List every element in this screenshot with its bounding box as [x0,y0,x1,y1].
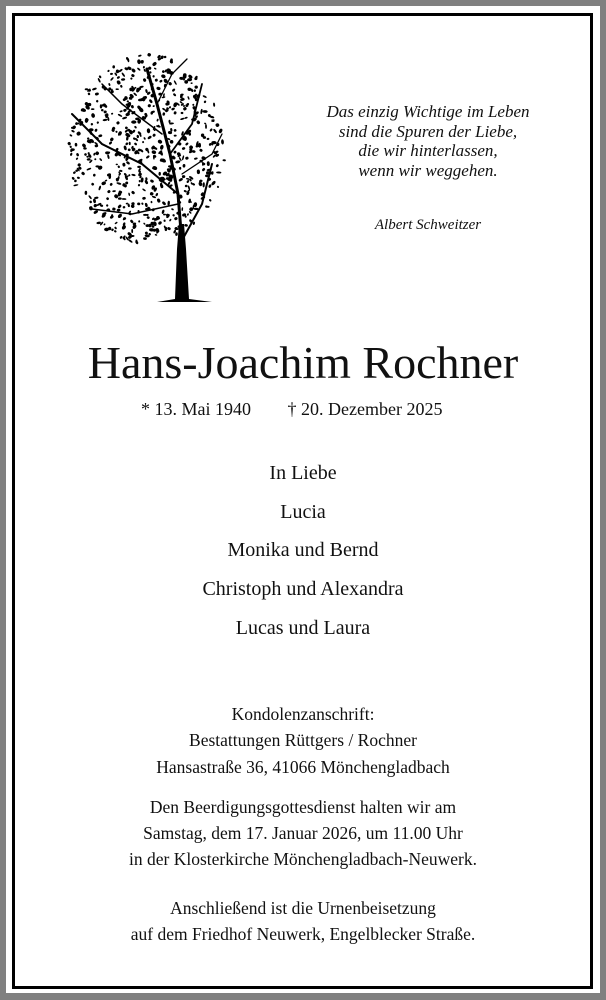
leaf [115,88,119,90]
leaf [75,157,78,160]
leaf [159,79,163,83]
burial-line: auf dem Friedhof Neuwerk, Engelblecker Straße. [130,924,476,944]
leaf [103,223,106,226]
leaf [70,152,73,156]
leaf [207,161,210,166]
quote-author: Albert Schweitzer [374,217,482,233]
leaf [106,197,110,201]
leaf [158,221,163,226]
leaf [156,198,161,203]
leaf [185,142,189,146]
leaf [143,214,148,216]
leaf [182,147,186,151]
leaf [156,86,161,90]
leaf [133,92,137,96]
leaf [176,212,181,215]
leaf [116,121,120,125]
leaf [127,100,130,102]
leaf [141,202,144,205]
leaf [81,171,86,176]
leaf [117,165,120,168]
leaf [122,206,125,209]
condolence-line: Kondolenzanschrift: [231,704,375,724]
leaf [162,70,166,74]
leaf [102,118,107,121]
leaf [185,156,189,160]
leaf [116,182,121,185]
leaf [93,174,96,177]
leaf [101,109,104,112]
leaf [149,228,154,232]
deceased-name: Hans-Joachim Rochner [87,337,519,388]
quote-line: sind die Spuren der Liebe, [338,122,518,141]
quote-line: die wir hinterlassen, [358,141,498,160]
leaf [203,100,206,103]
leaf [152,105,155,107]
leaf [175,160,181,164]
leaf [124,156,126,159]
leaf [96,100,99,103]
leaf [206,138,209,141]
leaf [167,201,170,206]
leaf [164,56,167,59]
leaf [137,184,140,187]
leaf [147,128,151,133]
leaf [137,67,141,71]
leaf [108,141,112,145]
leaf [181,207,183,211]
service-line: Den Beerdigungsgottesdienst halten wir am [149,797,457,817]
leaf [112,207,116,211]
leaf [179,101,183,104]
leaf [119,110,123,113]
leaf [131,105,134,109]
leaf [77,163,81,167]
leaf [180,112,183,115]
leaf [138,54,142,57]
leaf [109,137,114,142]
leaf [111,228,114,231]
leaf [98,134,103,138]
leaf [216,171,221,173]
leaf [170,140,174,144]
leaf [173,93,177,97]
leaf [101,181,107,186]
leaf [89,200,92,203]
leaf [129,142,131,146]
birth-date: * 13. Mai 1940 [141,399,251,419]
leaf [86,167,91,171]
leaf [75,143,78,147]
leaf [150,179,155,183]
leaf [109,182,113,186]
leaf [202,110,207,113]
leaf [117,204,122,209]
leaf [98,185,101,190]
leaf [180,117,185,120]
leaf [131,174,136,177]
leaf [149,192,154,196]
leaf [73,184,78,187]
leaf [126,161,131,165]
leaf [117,113,122,117]
leaf [117,209,121,212]
leaf [131,229,133,233]
leaf [116,69,120,73]
leaf [88,195,92,200]
service-line: in der Klosterkirche Mönchengladbach-Neuwerk. [129,849,477,869]
leaf [125,181,129,185]
leaf [211,180,217,186]
leaf [161,74,167,79]
mourner-line: Christoph und Alexandra [202,578,404,600]
leaf [69,145,72,148]
leaf [209,128,213,132]
leaf [173,150,177,154]
leaf [84,153,87,156]
leaf [128,148,131,151]
leaf [128,192,130,196]
leaf [74,179,77,182]
leaf [77,176,80,179]
leaf [145,89,148,93]
leaf [200,109,203,114]
leaf [155,193,158,197]
mourner-line: Lucas und Laura [235,617,371,639]
leaf [187,213,190,216]
leaf [175,232,178,236]
leaf [188,145,193,150]
service-line: Samstag, dem 17. Januar 2026, um 11.00 Uhr [143,823,463,843]
leaf [147,135,152,140]
leaf [163,219,166,222]
leaf [67,141,71,146]
leaf [182,164,185,168]
leaf [107,190,111,194]
leaf [152,61,158,67]
leaf [146,155,151,159]
leaf [114,221,118,224]
leaf [201,167,205,171]
leaf [121,78,125,81]
leaf [215,164,219,168]
leaf [182,155,185,160]
leaf [183,190,187,193]
leaf [171,208,174,211]
leaf [106,204,109,207]
condolence-line: Bestattungen Rüttgers / Rochner [189,730,417,750]
leaf [194,157,198,160]
leaf [71,176,75,180]
leaf [122,198,127,200]
leaf [111,113,114,115]
leaf [136,135,139,139]
leaf [90,123,93,126]
leaf [161,209,165,214]
leaf [125,126,128,129]
leaf [222,159,226,161]
leaf [135,240,139,245]
mourner-line: Lucia [280,501,326,523]
leaf [151,150,156,155]
leaf [143,137,146,140]
leaf [114,226,117,229]
leaf [171,107,175,111]
leaf [100,104,102,108]
leaf [94,128,98,132]
leaf [179,167,181,170]
leaf [128,167,132,169]
leaf [160,144,165,150]
leaf [142,188,146,192]
leaf [196,120,201,125]
leaf [187,185,190,190]
leaf [221,139,224,144]
leaf [95,92,100,96]
death-date: † 20. Dezember 2025 [287,399,443,419]
leaf [104,179,107,181]
leaf [154,67,157,70]
leaf [142,196,146,200]
leaf [148,99,153,104]
leaf [131,68,136,73]
leaf [163,214,166,216]
leaf [140,177,144,182]
leaf [168,120,170,123]
leaf [76,153,80,157]
leaf [97,78,101,83]
leaf [81,143,86,148]
leaf [89,206,94,211]
leaf [173,111,177,115]
leaf [184,116,188,119]
leaf [146,216,150,220]
leaf [161,201,166,206]
leaf [91,182,95,186]
leaf [131,74,135,78]
leaf [137,166,141,168]
leaf [98,75,101,79]
leaf [142,141,145,144]
leaf [128,239,133,244]
leaf [107,69,110,72]
leaf [169,218,172,221]
mourner-line: Monika und Bernd [227,539,379,561]
leaf [186,180,190,184]
leaf [143,78,147,82]
leaf [134,125,137,128]
leaf [157,139,163,145]
leaf [150,201,152,204]
leaf [205,124,207,129]
leaf [85,118,89,123]
leaf [87,158,91,161]
leaf [85,191,88,195]
leaf [208,184,212,188]
leaf [185,185,188,188]
leaf [94,144,98,148]
condolence-line: Hansastraße 36, 41066 Mönchengladbach [156,757,450,777]
leaf [132,224,137,230]
leaf [182,175,186,178]
leaf [83,147,87,150]
leaf [178,177,183,182]
leaf [143,237,147,240]
leaf [143,66,146,69]
leaf [199,148,203,152]
leaf [173,80,177,85]
leaf [218,128,223,134]
leaf [187,88,191,91]
leaf [115,130,118,133]
leaf [92,87,97,91]
leaf [117,213,123,219]
leaf [138,220,140,223]
leaf [120,85,123,88]
leaf [189,211,192,214]
leaf [144,203,148,208]
leaf [91,113,96,119]
leaf [163,93,165,97]
leaf [71,129,75,132]
leaf [112,190,116,192]
leaf [110,77,114,82]
leaf [131,120,136,123]
quote-line: wenn wir weggehen. [358,161,498,180]
leaf [112,65,115,68]
leaf [110,73,113,75]
leaf [213,103,215,107]
leaf [123,145,127,150]
leaf [138,180,141,183]
leaf [137,202,140,205]
leaf [91,108,95,110]
leaf [122,116,127,120]
leaf [99,158,103,162]
leaf [211,119,215,123]
leaf [69,134,72,137]
leaf [95,151,100,156]
leaf [93,198,97,203]
leaf [94,158,96,160]
leaf [114,230,117,233]
leaf [130,77,133,80]
leaf [80,108,86,113]
leaf [194,85,198,89]
leaf [147,53,152,58]
leaf [190,82,192,84]
leaf [93,152,96,155]
leaf [122,163,126,167]
leaf [87,92,90,95]
leaf [158,172,161,176]
leaf [193,89,196,92]
leaf [162,112,165,116]
leaf [169,106,172,109]
leaf [118,197,122,199]
leaf [169,83,172,85]
leaf [116,76,120,80]
leaf [174,216,178,220]
leaf [103,110,107,114]
leaf [182,106,187,111]
leaf [144,180,149,185]
leaf [96,121,99,124]
leaf [213,128,218,133]
leaf [173,129,176,132]
leaf [167,227,171,231]
mourner-line: In Liebe [269,462,337,484]
leaf [125,142,129,146]
leaf [217,185,220,188]
leaf [155,234,158,236]
leaf [134,142,138,146]
leaf [143,222,146,225]
leaf [174,135,177,137]
leaf [152,75,155,78]
leaf [186,178,190,180]
leaf [121,72,125,77]
leaf [215,123,220,127]
leaf [147,104,151,108]
leaf [107,154,110,159]
leaf [137,59,141,64]
leaf [76,131,82,136]
leaf [155,78,158,81]
leaf [131,190,136,194]
leaf [192,104,194,106]
leaf [209,199,212,202]
leaf [145,231,149,234]
tree-icon [62,44,227,304]
leaf [184,224,188,227]
leaf [171,88,175,92]
leaf [140,60,144,64]
leaf [156,118,159,121]
leaf [187,96,190,100]
leaf [108,83,111,86]
leaf [202,95,207,99]
quote-line: Das einzig Wichtige im Leben [326,102,530,121]
leaf [172,214,175,217]
burial-line: Anschließend ist die Urnenbeisetzung [170,898,436,918]
leaf [202,182,204,187]
leaf [152,195,157,198]
leaf [116,164,118,166]
leaf [152,133,156,137]
